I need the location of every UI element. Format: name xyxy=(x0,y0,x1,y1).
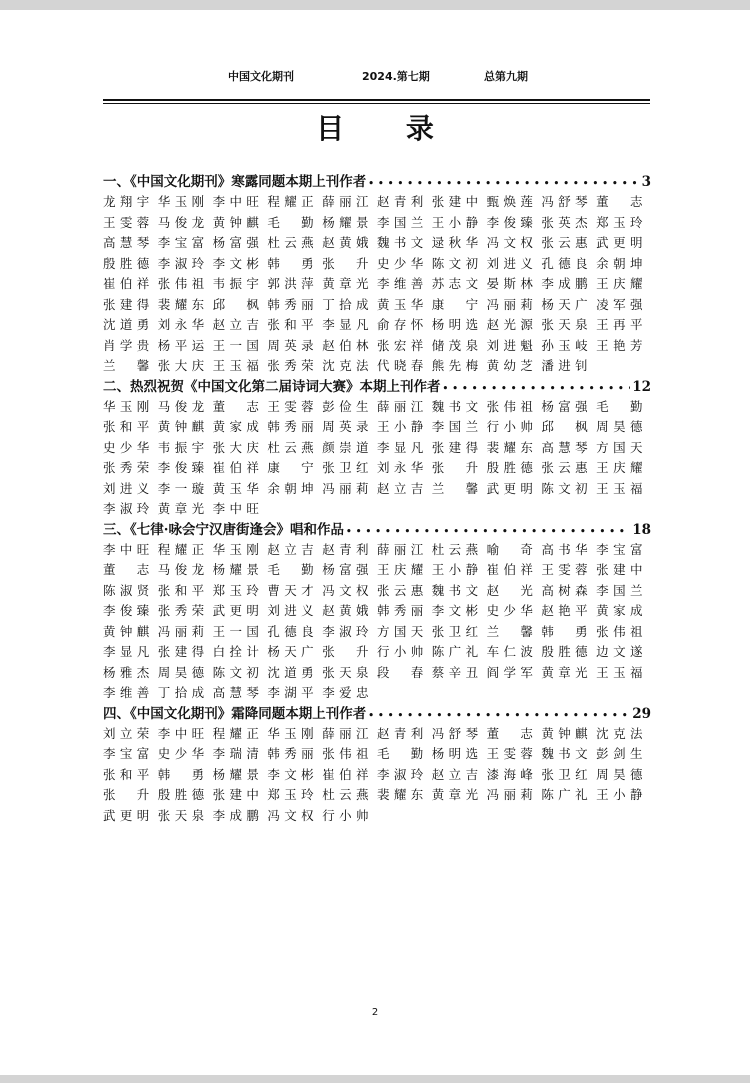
author-name: 王小静 xyxy=(596,787,643,802)
author-name: 杨富强 xyxy=(322,562,369,577)
author-name: 冯丽莉 xyxy=(322,480,369,496)
author-name: 黄章光 xyxy=(322,276,369,291)
author-name: 王雯蓉 xyxy=(541,562,589,577)
author-name: 邱 枫 xyxy=(212,296,260,312)
author-name: 张天泉 xyxy=(541,317,589,332)
author-name: 李淑玲 xyxy=(103,501,150,516)
author-name: 张和平 xyxy=(157,582,205,598)
top-scrollbar-edge xyxy=(0,0,750,10)
author-name: 冯舒琴 xyxy=(431,725,479,741)
author-name: 刘永华 xyxy=(376,460,424,475)
author-name: 张英杰 xyxy=(541,214,589,230)
author-name: 殷胜德 xyxy=(157,787,205,802)
author-name: 韩 勇 xyxy=(157,766,205,782)
author-name: 李俊臻 xyxy=(486,214,534,230)
author-name: 李维善 xyxy=(376,276,424,291)
author-name: 殷胜德 xyxy=(541,644,589,659)
author-name: 李宝富 xyxy=(596,541,643,557)
author-name: 俞存怀 xyxy=(376,317,424,332)
author-name: 方国天 xyxy=(376,623,424,639)
author-name: 冯文权 xyxy=(267,807,315,823)
author-name: 孙玉岐 xyxy=(541,337,589,353)
author-name: 阎学军 xyxy=(486,664,534,680)
author-name: 沈克法 xyxy=(596,725,643,741)
author-name: 魏书文 xyxy=(541,746,589,761)
author-name: 段 春 xyxy=(376,664,424,680)
author-name: 兰 馨 xyxy=(103,358,150,373)
toc-section xyxy=(103,704,651,827)
author-name: 周昊德 xyxy=(157,664,205,680)
author-name: 杨富强 xyxy=(541,398,589,414)
author-name: 黄钟麒 xyxy=(157,419,205,434)
author-name: 刘进义 xyxy=(267,603,315,618)
author-name: 王小静 xyxy=(431,214,479,230)
author-name: 黄幼芝 xyxy=(486,358,534,373)
author-name: 周英录 xyxy=(267,337,315,353)
author-name: 丁拾成 xyxy=(322,296,369,312)
author-name: 郑玉玲 xyxy=(212,582,260,598)
author-name: 武更明 xyxy=(486,480,534,496)
author-name: 余朝坤 xyxy=(596,255,643,271)
issue-label: 2024.第七期 xyxy=(362,70,430,83)
author-name: 韩秀丽 xyxy=(267,296,315,312)
author-name: 李俊臻 xyxy=(103,603,150,618)
author-name: 杜云燕 xyxy=(267,439,315,455)
author-name: 陈广礼 xyxy=(431,644,479,659)
author-name: 高慧琴 xyxy=(212,685,260,700)
author-name: 董 志 xyxy=(596,194,643,209)
toc-entry-page: 12 xyxy=(632,378,651,395)
author-name: 王玉福 xyxy=(212,358,260,373)
author-name: 李瑞清 xyxy=(212,746,260,761)
author-name: 凌军强 xyxy=(596,296,643,312)
author-name: 武更明 xyxy=(596,235,643,250)
author-name: 张和平 xyxy=(267,317,315,332)
author-name: 李中旺 xyxy=(157,725,205,741)
toc-entry-title: 四、《中国文化期刊》霜降同题本期上刊作者 xyxy=(103,705,367,722)
author-name: 李一璇 xyxy=(157,480,205,496)
author-name: 高慧琴 xyxy=(103,235,150,250)
author-name: 晏斯林 xyxy=(486,276,534,291)
author-name: 张伟祖 xyxy=(596,623,643,639)
author-name: 赵黄娥 xyxy=(322,603,369,618)
author-name: 王雯蓉 xyxy=(267,398,315,414)
author-name: 赵立吉 xyxy=(212,317,260,332)
author-name: 冯舒琴 xyxy=(541,194,589,209)
author-name: 李湖平 xyxy=(267,685,315,700)
author-name: 薛丽江 xyxy=(322,725,369,741)
author-name: 张和平 xyxy=(103,419,150,434)
author-name: 裴耀东 xyxy=(157,296,205,312)
author-name: 张卫红 xyxy=(541,766,589,782)
author-name: 冯丽莉 xyxy=(157,623,205,639)
author-name: 韩秀丽 xyxy=(267,419,315,434)
author-name: 张云惠 xyxy=(376,582,424,598)
author-name: 王小静 xyxy=(376,419,424,434)
author-name: 李显凡 xyxy=(322,317,369,332)
author-name: 张秀荣 xyxy=(157,603,205,618)
author-name: 黄玉华 xyxy=(376,296,424,312)
author-name: 黄钟麒 xyxy=(103,623,150,639)
page-number: 2 xyxy=(371,1007,379,1018)
author-name: 董 志 xyxy=(103,562,150,577)
author-name: 郑玉玲 xyxy=(596,214,643,230)
author-name: 马俊龙 xyxy=(157,214,205,230)
author-name: 张秀荣 xyxy=(267,358,315,373)
author-name: 余朝坤 xyxy=(267,480,315,496)
author-name: 张宏祥 xyxy=(376,337,424,353)
author-name: 杨雅杰 xyxy=(103,664,150,680)
author-name: 李俊臻 xyxy=(157,460,205,475)
author-name: 毛 勤 xyxy=(596,398,643,414)
total-issue-label: 总第九期 xyxy=(484,70,528,83)
author-name: 韩秀丽 xyxy=(376,603,424,618)
author-name: 李文彬 xyxy=(212,255,260,271)
author-name: 白拴计 xyxy=(212,644,260,659)
author-name: 张 升 xyxy=(322,255,369,271)
author-name: 冯文权 xyxy=(322,582,369,598)
bottom-scrollbar-edge xyxy=(0,1075,750,1083)
author-name: 张伟祖 xyxy=(486,398,534,414)
author-name: 李淑玲 xyxy=(322,623,369,639)
author-name: 张天泉 xyxy=(157,807,205,823)
leader-dots xyxy=(368,172,639,192)
toc-entry-title: 一、《中国文化期刊》寒露同题本期上刊作者 xyxy=(103,174,367,190)
author-name: 魏书文 xyxy=(431,582,479,598)
author-list xyxy=(103,724,651,827)
author-name: 李维善 xyxy=(103,685,150,700)
author-name: 李国兰 xyxy=(431,419,479,434)
author-name: 陈广礼 xyxy=(541,787,589,802)
author-name: 黄家成 xyxy=(596,603,643,618)
author-name: 肖学贵 xyxy=(103,337,150,353)
author-name: 杨耀景 xyxy=(212,562,260,577)
table-of-contents xyxy=(103,172,651,826)
author-name: 李淑玲 xyxy=(157,255,205,271)
author-name: 张云惠 xyxy=(541,235,589,250)
author-name: 李显凡 xyxy=(376,439,424,455)
author-name: 康 宁 xyxy=(431,296,479,312)
author-name: 马俊龙 xyxy=(157,398,205,414)
author-name: 沈道勇 xyxy=(103,317,150,332)
author-name: 张 升 xyxy=(431,460,479,475)
author-name: 张建中 xyxy=(431,194,479,209)
author-name: 裴耀东 xyxy=(376,787,424,802)
author-name: 王庆耀 xyxy=(376,562,424,577)
author-name: 马俊龙 xyxy=(157,562,205,577)
author-name: 周昊德 xyxy=(596,419,643,434)
author-list xyxy=(103,540,651,704)
author-name: 杨天广 xyxy=(267,644,315,659)
author-name: 沈克法 xyxy=(322,358,369,373)
author-name: 苏志文 xyxy=(431,276,479,291)
author-name: 冯丽莉 xyxy=(486,296,534,312)
author-name: 张建中 xyxy=(596,562,643,577)
author-name: 韦振宇 xyxy=(212,276,260,291)
author-name: 李文彬 xyxy=(431,603,479,618)
author-name: 杨耀景 xyxy=(322,214,369,230)
author-name: 丁拾成 xyxy=(157,685,205,700)
author-name: 张和平 xyxy=(103,766,150,782)
author-name: 边文遂 xyxy=(596,644,643,659)
author-name: 刘进义 xyxy=(103,480,150,496)
author-name: 张建得 xyxy=(157,644,205,659)
author-name: 李宝富 xyxy=(157,235,205,250)
author-name: 魏书文 xyxy=(376,235,424,250)
author-name: 潘进钊 xyxy=(541,358,589,373)
author-name: 赵 光 xyxy=(486,582,534,598)
author-name: 杨明选 xyxy=(431,746,479,761)
author-name: 张大庆 xyxy=(212,439,260,455)
author-name: 方国天 xyxy=(596,439,643,455)
author-name: 刘立荣 xyxy=(103,725,150,741)
author-name: 张建中 xyxy=(212,787,260,802)
author-name: 崔伯祥 xyxy=(103,276,150,291)
author-name: 赵青利 xyxy=(376,725,424,741)
author-name: 储茂泉 xyxy=(431,337,479,353)
author-name: 张伟祖 xyxy=(322,746,369,761)
author-name: 毛 勤 xyxy=(376,746,424,761)
author-name: 武更明 xyxy=(212,603,260,618)
author-name: 黄钟麒 xyxy=(212,214,260,230)
author-name: 韩 勇 xyxy=(541,623,589,639)
toc-entry[interactable] xyxy=(103,704,651,724)
author-name: 杜云燕 xyxy=(431,541,479,557)
author-name: 王庆耀 xyxy=(596,460,643,475)
author-name: 杨明选 xyxy=(431,317,479,332)
toc-entry[interactable] xyxy=(103,377,651,397)
toc-section xyxy=(103,172,651,377)
author-name: 冯文权 xyxy=(486,235,534,250)
leader-dots xyxy=(368,704,630,724)
author-name: 行小帅 xyxy=(376,644,424,659)
author-name: 韩秀丽 xyxy=(267,746,315,761)
author-name: 张建得 xyxy=(103,296,150,312)
leader-dots xyxy=(346,520,630,540)
author-name: 郭洪萍 xyxy=(267,276,315,291)
author-name: 赵青利 xyxy=(376,194,424,209)
author-name: 陈淑贤 xyxy=(103,582,150,598)
author-name: 李文彬 xyxy=(267,766,315,782)
author-name: 李爱忠 xyxy=(322,685,369,700)
author-name: 毛 勤 xyxy=(267,214,315,230)
author-name: 韩 勇 xyxy=(267,255,315,271)
author-name: 黄章光 xyxy=(541,664,589,680)
author-name: 黄章光 xyxy=(431,787,479,802)
author-name: 史少华 xyxy=(376,255,424,271)
author-name: 李国兰 xyxy=(596,582,643,598)
author-name: 行小帅 xyxy=(486,419,534,434)
author-name: 张大庆 xyxy=(157,358,205,373)
author-name: 曹天才 xyxy=(267,582,315,598)
author-name: 程耀正 xyxy=(267,194,315,209)
leader-dots xyxy=(443,377,631,397)
document-page xyxy=(0,10,750,1075)
author-name: 杜云燕 xyxy=(322,787,369,802)
author-name: 王庆耀 xyxy=(596,276,643,291)
author-name: 兰 馨 xyxy=(486,623,534,639)
author-name: 孔德良 xyxy=(541,255,589,271)
author-name: 逯秋华 xyxy=(431,235,479,250)
author-name: 李中旺 xyxy=(212,194,260,209)
toc-entry[interactable] xyxy=(103,172,651,192)
author-name: 冯丽莉 xyxy=(486,787,534,802)
running-header xyxy=(0,68,750,86)
author-name: 杨平运 xyxy=(157,337,205,353)
toc-entry-page: 18 xyxy=(632,521,651,538)
author-name: 华玉刚 xyxy=(157,194,205,209)
author-name: 裴耀东 xyxy=(486,439,534,455)
author-name: 王小静 xyxy=(431,562,479,577)
author-name: 武更明 xyxy=(103,807,150,823)
author-name: 程耀正 xyxy=(157,541,205,557)
author-name: 张云惠 xyxy=(541,460,589,475)
author-name: 黄章光 xyxy=(157,501,205,516)
author-name: 董 志 xyxy=(486,725,534,741)
author-list xyxy=(103,397,651,520)
author-name: 杨耀景 xyxy=(212,766,260,782)
author-name: 赵立吉 xyxy=(431,766,479,782)
author-name: 王再平 xyxy=(596,317,643,332)
author-name: 史少华 xyxy=(486,603,534,618)
author-name: 张 升 xyxy=(103,787,150,802)
author-name: 华玉刚 xyxy=(103,398,150,414)
author-name: 赵艳平 xyxy=(541,603,589,618)
author-name: 黄玉华 xyxy=(212,480,260,496)
author-name: 高树森 xyxy=(541,582,589,598)
author-name: 代晓春 xyxy=(376,358,424,373)
author-name: 陈文初 xyxy=(431,255,479,271)
author-name: 刘进义 xyxy=(486,255,534,271)
header-rule-thick xyxy=(103,99,650,101)
toc-entry-title: 二、热烈祝贺《中国文化第二届诗词大赛》本期上刊作者 xyxy=(103,378,441,395)
author-name: 崔伯祥 xyxy=(486,562,534,577)
toc-entry-page: 29 xyxy=(632,705,651,722)
author-name: 杨天广 xyxy=(541,296,589,312)
author-name: 李中旺 xyxy=(212,501,260,516)
author-name: 薛丽江 xyxy=(322,194,369,209)
author-name: 熊先梅 xyxy=(431,358,479,373)
author-name: 薛丽江 xyxy=(376,541,424,557)
author-name: 华玉刚 xyxy=(267,725,315,741)
header-rule-thin xyxy=(103,103,650,104)
author-name: 李显凡 xyxy=(103,644,150,659)
toc-section xyxy=(103,377,651,520)
author-name: 黄家成 xyxy=(212,419,260,434)
author-name: 龙翔宇 xyxy=(103,194,150,209)
author-name: 李宝富 xyxy=(103,746,150,761)
author-name: 张秀荣 xyxy=(103,460,150,475)
author-name: 赵立吉 xyxy=(267,541,315,557)
author-name: 赵黄娥 xyxy=(322,235,369,250)
author-name: 漆海峰 xyxy=(486,766,534,782)
author-name: 赵伯林 xyxy=(322,337,369,353)
author-name: 赵青利 xyxy=(322,541,369,557)
author-name: 王玉福 xyxy=(596,480,643,496)
author-name: 王艳芳 xyxy=(596,337,643,353)
author-name: 华玉刚 xyxy=(212,541,260,557)
author-name: 薛丽江 xyxy=(376,398,424,414)
toc-entry-page: 3 xyxy=(641,174,651,190)
author-name: 陈文初 xyxy=(541,480,589,496)
author-name: 张建得 xyxy=(431,439,479,455)
author-name: 张卫红 xyxy=(322,460,369,475)
author-name: 喻 奇 xyxy=(486,541,534,557)
author-name: 王雯蓉 xyxy=(103,214,150,230)
author-name: 沈道勇 xyxy=(267,664,315,680)
author-name: 兰 馨 xyxy=(431,480,479,496)
author-name: 崔伯祥 xyxy=(322,766,369,782)
author-name: 孔德良 xyxy=(267,623,315,639)
author-name: 周昊德 xyxy=(596,766,643,782)
author-name: 李国兰 xyxy=(376,214,424,230)
author-name: 周英录 xyxy=(322,419,369,434)
author-name: 王玉福 xyxy=(596,664,643,680)
author-name: 颜崇道 xyxy=(322,439,369,455)
author-name: 车仁波 xyxy=(486,644,534,659)
author-name: 彭俭生 xyxy=(322,398,369,414)
author-name: 赵立吉 xyxy=(376,480,424,496)
author-name: 杨富强 xyxy=(212,235,260,250)
author-name: 蔡辛丑 xyxy=(431,664,479,680)
author-name: 王雯蓉 xyxy=(486,746,534,761)
author-name: 张伟祖 xyxy=(157,276,205,291)
toc-entry[interactable] xyxy=(103,520,651,540)
author-name: 刘永华 xyxy=(157,317,205,332)
toc-entry-title: 三、《七律·咏会宁汉唐街逢会》唱和作品 xyxy=(103,521,344,538)
author-name: 殷胜德 xyxy=(103,255,150,271)
author-name: 殷胜德 xyxy=(486,460,534,475)
author-name: 行小帅 xyxy=(322,807,369,823)
author-name: 史少华 xyxy=(103,439,150,455)
author-name: 高书华 xyxy=(541,541,589,557)
author-name: 李成鹏 xyxy=(541,276,589,291)
author-name: 毛 勤 xyxy=(267,562,315,577)
author-name: 张 升 xyxy=(322,644,369,659)
author-name: 高慧琴 xyxy=(541,439,589,455)
author-name: 郑玉玲 xyxy=(267,787,315,802)
author-name: 黄钟麒 xyxy=(541,725,589,741)
author-name: 张卫红 xyxy=(431,623,479,639)
author-name: 刘进魁 xyxy=(486,337,534,353)
author-name: 彭剑生 xyxy=(596,746,643,761)
author-name: 李淑玲 xyxy=(376,766,424,782)
author-name: 赵光源 xyxy=(486,317,534,332)
author-name: 邱 枫 xyxy=(541,419,589,434)
author-name: 董 志 xyxy=(212,398,260,414)
author-name: 史少华 xyxy=(157,746,205,761)
toc-title: 目 录 xyxy=(316,112,460,145)
author-name: 陈文初 xyxy=(212,664,260,680)
author-name: 魏书文 xyxy=(431,398,479,414)
author-name: 程耀正 xyxy=(212,725,260,741)
author-name: 李中旺 xyxy=(103,541,150,557)
journal-name: 中国文化期刊 xyxy=(228,70,294,83)
author-name: 杜云燕 xyxy=(267,235,315,250)
author-name: 甄焕莲 xyxy=(486,194,534,209)
author-name: 王一国 xyxy=(212,337,260,353)
author-name: 康 宁 xyxy=(267,460,315,475)
author-list xyxy=(103,192,651,377)
author-name: 崔伯祥 xyxy=(212,460,260,475)
author-name: 李成鹏 xyxy=(212,807,260,823)
author-name: 王一国 xyxy=(212,623,260,639)
toc-section xyxy=(103,520,651,704)
author-name: 张天泉 xyxy=(322,664,369,680)
author-name: 韦振宇 xyxy=(157,439,205,455)
